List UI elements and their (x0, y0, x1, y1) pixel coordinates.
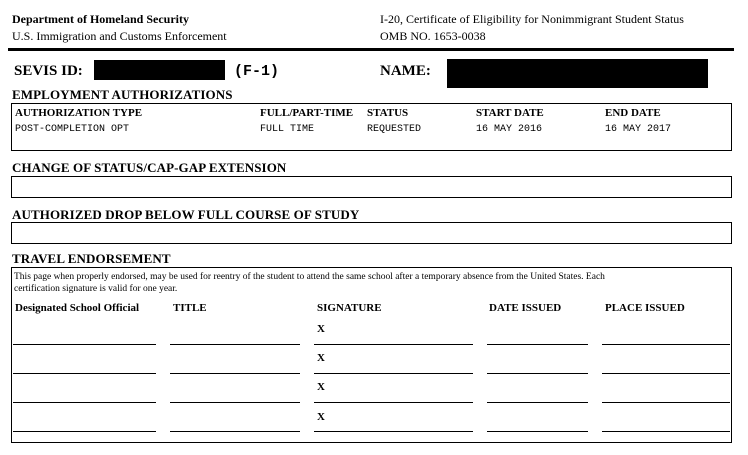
employment-cell-end: 16 MAY 2017 (605, 124, 672, 135)
dso-line (13, 373, 156, 374)
employment-section-title: EMPLOYMENT AUTHORIZATIONS (12, 87, 233, 102)
date-line (487, 344, 588, 345)
change-of-status-box (11, 176, 732, 198)
date-line (487, 402, 588, 403)
dso-line (13, 402, 156, 403)
signature-mark: X (317, 352, 325, 364)
signature-mark: X (317, 381, 325, 393)
place-line (602, 373, 730, 374)
travel-col-dso: Designated School Official (15, 302, 140, 314)
travel-col-title: TITLE (173, 302, 207, 314)
signature-line (314, 344, 473, 345)
travel-col-place: PLACE ISSUED (605, 302, 685, 314)
employment-cell-status: REQUESTED (367, 124, 422, 135)
employment-col-time: FULL/PART-TIME (260, 107, 354, 119)
travel-note-line1: This page when properly endorsed, may be used for reentry of the student to attend the same school after a temporary absence from the United States. Each (14, 272, 605, 282)
employment-cell-type: POST-COMPLETION OPT (15, 124, 130, 135)
drop-below-box (11, 222, 732, 244)
form-title: I-20, Certificate of Eligibility for Nonimmigrant Student Status (380, 12, 684, 26)
signature-line (314, 373, 473, 374)
employment-col-end: END DATE (605, 107, 661, 119)
title-line (170, 344, 300, 345)
date-line (487, 431, 588, 432)
place-line (602, 431, 730, 432)
signature-mark: X (317, 411, 325, 423)
employment-col-start: START DATE (476, 107, 544, 119)
travel-col-signature: SIGNATURE (317, 302, 382, 314)
place-line (602, 402, 730, 403)
header-rule (8, 48, 734, 51)
change-of-status-title: CHANGE OF STATUS/CAP-GAP EXTENSION (12, 160, 287, 175)
travel-note-line2: certification signature is valid for one year. (14, 284, 178, 294)
signature-mark: X (317, 323, 325, 335)
employment-col-status: STATUS (367, 107, 409, 119)
place-line (602, 344, 730, 345)
visa-type: (F-1) (234, 63, 280, 80)
dso-line (13, 344, 156, 345)
sevis-id-label: SEVIS ID: (14, 63, 83, 79)
signature-line (314, 431, 473, 432)
agency-name: Department of Homeland Security (12, 12, 189, 26)
subagency-name: U.S. Immigration and Customs Enforcement (12, 29, 227, 43)
dso-line (13, 431, 156, 432)
omb-number: OMB NO. 1653-0038 (380, 29, 486, 43)
travel-section-title: TRAVEL ENDORSEMENT (12, 251, 171, 266)
drop-below-title: AUTHORIZED DROP BELOW FULL COURSE OF STUDY (12, 207, 360, 222)
sevis-id-redacted (94, 60, 225, 80)
employment-cell-time: FULL TIME (260, 124, 315, 135)
title-line (170, 402, 300, 403)
date-line (487, 373, 588, 374)
travel-col-date: DATE ISSUED (489, 302, 562, 314)
signature-line (314, 402, 473, 403)
employment-col-type: AUTHORIZATION TYPE (15, 107, 143, 119)
name-label: NAME: (380, 63, 431, 79)
title-line (170, 431, 300, 432)
title-line (170, 373, 300, 374)
employment-cell-start: 16 MAY 2016 (476, 124, 543, 135)
name-redacted (447, 59, 708, 88)
